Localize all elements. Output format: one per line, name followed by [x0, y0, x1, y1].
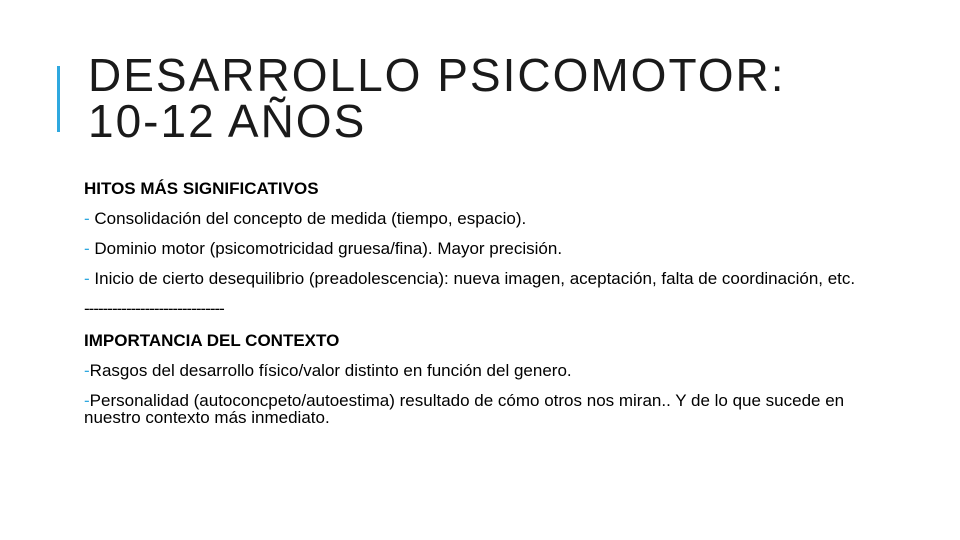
bullet-text: Inicio de cierto desequilibrio (preadolescencia): nueva imagen, aceptación, falta de coordinación, etc. — [94, 269, 856, 288]
list-item — [84, 362, 874, 379]
slide-body — [84, 180, 874, 439]
slide-title — [88, 49, 786, 147]
bullet-text: Dominio motor (psicomotricidad gruesa/fina). Mayor precisión. — [94, 239, 563, 258]
bullet-dash: - — [84, 391, 90, 410]
section-heading-hitos: HITOS MÁS SIGNIFICATIVOS — [84, 179, 319, 198]
list-item — [84, 210, 874, 227]
separator-line: ------------------------------ — [84, 299, 224, 318]
section-heading-contexto: IMPORTANCIA DEL CONTEXTO — [84, 331, 340, 350]
list-item — [84, 392, 874, 426]
bullet-dash: - — [84, 269, 95, 288]
bullet-dash: - — [84, 361, 90, 380]
bullet-dash: - — [84, 209, 95, 228]
list-item — [84, 240, 874, 257]
bullet-text: Rasgos del desarrollo físico/valor distinto en función del genero. — [89, 361, 572, 380]
bullet-text: Personalidad (autoconcpeto/autoestima) resultado de cómo otros nos miran.. Y de lo que sucede en nuestro contexto más inmediato. — [84, 391, 845, 427]
title-line-2: 10-12 AÑOS — [88, 95, 367, 147]
title-accent-bar — [57, 66, 60, 132]
list-item — [84, 270, 874, 287]
title-line-1: DESARROLLO PSICOMOTOR: — [88, 49, 786, 101]
bullet-dash: - — [84, 239, 95, 258]
bullet-text: Consolidación del concepto de medida (tiempo, espacio). — [94, 209, 527, 228]
